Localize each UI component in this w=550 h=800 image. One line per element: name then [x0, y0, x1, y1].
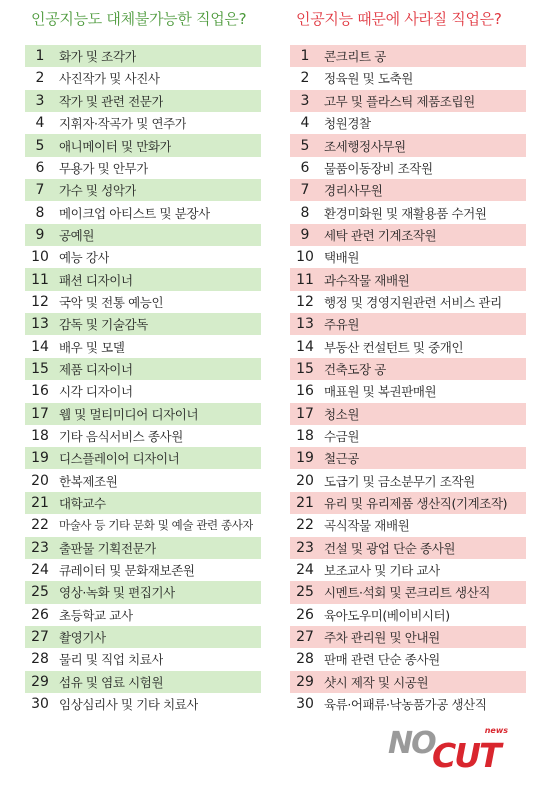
rank-number: 6: [35, 159, 45, 176]
job-label: 예능 강사: [59, 250, 110, 266]
list-item: [290, 380, 526, 402]
job-label: 청원경찰: [324, 116, 371, 132]
job-label: 초등학교 교사: [59, 607, 133, 623]
list-item: [290, 45, 526, 67]
list-item: [290, 157, 526, 179]
rank-number: 4: [35, 115, 45, 132]
list-item: [290, 604, 526, 626]
list-item: [25, 112, 261, 134]
list-item: [25, 537, 261, 559]
list-item: [25, 514, 261, 536]
job-label: 웹 및 멀티미디어 디자이너: [59, 406, 199, 422]
rank-number: 22: [296, 517, 314, 534]
rank-number: 29: [31, 673, 49, 690]
job-label: 애니메이터 및 만화가: [59, 138, 172, 154]
job-label: 시각 디자이너: [59, 384, 133, 400]
job-label: 물리 및 직업 치료사: [59, 652, 164, 668]
list-item: [290, 246, 526, 268]
rank-number: 9: [300, 226, 310, 243]
list-item: [25, 425, 261, 447]
logo-cut: CUT: [432, 736, 500, 775]
job-label: 세탁 관련 기계조작원: [324, 227, 437, 243]
job-label: 건축도장 공: [324, 361, 386, 377]
rank-number: 2: [300, 70, 310, 87]
rank-number: 21: [31, 495, 49, 512]
job-label: 메이크업 아티스트 및 분장사: [59, 205, 210, 221]
job-label: 감독 및 기술감독: [59, 317, 148, 333]
rank-number: 12: [296, 293, 314, 310]
list-item: [290, 537, 526, 559]
list-item: [25, 157, 261, 179]
rank-number: 12: [31, 293, 49, 310]
job-label: 샷시 제작 및 시공원: [324, 674, 429, 690]
rank-number: 19: [31, 450, 49, 467]
job-label: 가수 및 성악가: [59, 183, 137, 199]
disappearing-jobs-title: 인공지능 때문에 사라질 직업은?: [296, 10, 502, 28]
list-item: [290, 425, 526, 447]
rank-number: 11: [296, 271, 314, 288]
rank-number: 15: [31, 360, 49, 377]
rank-number: 1: [35, 48, 45, 65]
rank-number: 20: [296, 472, 314, 489]
rank-number: 9: [35, 226, 45, 243]
list-item: [290, 693, 526, 715]
rank-number: 29: [296, 673, 314, 690]
job-label: 화가 및 조각가: [59, 49, 137, 65]
list-item: [290, 313, 526, 335]
rank-number: 7: [35, 182, 45, 199]
rank-number: 15: [296, 360, 314, 377]
rank-number: 25: [31, 584, 49, 601]
job-label: 주유원: [324, 317, 360, 333]
job-label: 보조교사 및 기타 교사: [324, 563, 440, 579]
job-label: 고무 및 플라스틱 제품조립원: [324, 93, 475, 109]
list-item: [290, 67, 526, 89]
list-item: [290, 470, 526, 492]
rank-number: 19: [296, 450, 314, 467]
list-item: [25, 604, 261, 626]
job-label: 정육원 및 도축원: [324, 71, 413, 87]
list-item: [25, 201, 261, 223]
disappearing-jobs-list: [290, 45, 526, 715]
list-item: [290, 447, 526, 469]
rank-number: 16: [31, 383, 49, 400]
list-item: [290, 559, 526, 581]
list-item: [25, 291, 261, 313]
rank-number: 13: [296, 316, 314, 333]
rank-number: 30: [31, 696, 49, 713]
rank-number: 4: [300, 115, 310, 132]
list-item: [290, 90, 526, 112]
job-label: 부동산 컨설턴트 및 중개인: [324, 339, 464, 355]
list-item: [290, 335, 526, 357]
list-item: [290, 268, 526, 290]
job-label: 대학교수: [59, 496, 106, 512]
rank-number: 7: [300, 182, 310, 199]
list-item: [290, 112, 526, 134]
rank-number: 24: [31, 562, 49, 579]
job-label: 육아도우미(베이비시터): [324, 607, 450, 623]
job-label: 철근공: [324, 451, 360, 467]
rank-number: 8: [35, 204, 45, 221]
nocut-news-logo: [388, 726, 508, 775]
rank-number: 25: [296, 584, 314, 601]
list-item: [25, 671, 261, 693]
rank-number: 23: [31, 539, 49, 556]
list-item: [290, 403, 526, 425]
list-item: [290, 358, 526, 380]
rank-number: 21: [296, 495, 314, 512]
list-item: [290, 492, 526, 514]
job-label: 청소원: [324, 406, 360, 422]
list-item: [290, 134, 526, 156]
list-item: [25, 358, 261, 380]
list-item: [25, 134, 261, 156]
rank-number: 30: [296, 696, 314, 713]
job-label: 조세행정사무원: [324, 138, 406, 154]
job-label: 과수작물 재배원: [324, 272, 410, 288]
list-item: [25, 447, 261, 469]
list-item: [290, 648, 526, 670]
rank-number: 18: [296, 427, 314, 444]
job-label: 육류·어패류·낙농품가공 생산직: [324, 697, 487, 713]
job-label: 행정 및 경영지원관련 서비스 관리: [324, 294, 502, 310]
rank-number: 10: [296, 249, 314, 266]
irreplaceable-jobs-column: [25, 8, 269, 713]
list-item: [25, 67, 261, 89]
list-item: [290, 514, 526, 536]
job-label: 큐레이터 및 문화재보존원: [59, 563, 195, 579]
list-item: [290, 671, 526, 693]
job-label: 판매 관련 단순 종사원: [324, 652, 440, 668]
job-label: 패션 디자이너: [59, 272, 133, 288]
job-label: 유리 및 유리제품 생산직(기계조작): [324, 496, 508, 512]
job-label: 공예원: [59, 227, 95, 243]
job-label: 마술사 등 기타 문화 및 예술 관련 종사자: [59, 518, 254, 533]
list-item: [290, 291, 526, 313]
job-label: 택배원: [324, 250, 360, 266]
irreplaceable-jobs-list: [25, 45, 261, 715]
rank-number: 26: [296, 606, 314, 623]
rank-number: 16: [296, 383, 314, 400]
job-label: 경리사무원: [324, 183, 383, 199]
rank-number: 18: [31, 427, 49, 444]
job-label: 섬유 및 염료 시험원: [59, 674, 164, 690]
job-label: 디스플레이어 디자이너: [59, 451, 180, 467]
list-item: [290, 626, 526, 648]
list-item: [25, 246, 261, 268]
job-label: 곡식작물 재배원: [324, 518, 410, 534]
list-item: [25, 626, 261, 648]
logo-news: news: [484, 726, 508, 735]
job-label: 영상·녹화 및 편집기사: [59, 585, 175, 601]
list-item: [290, 179, 526, 201]
rank-number: 20: [31, 472, 49, 489]
list-item: [25, 470, 261, 492]
rank-number: 13: [31, 316, 49, 333]
job-label: 환경미화원 및 재활용품 수거원: [324, 205, 487, 221]
job-label: 출판물 기획전문가: [59, 540, 156, 556]
job-label: 작가 및 관련 전문가: [59, 93, 164, 109]
job-label: 콘크리트 공: [324, 49, 386, 65]
rank-number: 24: [296, 562, 314, 579]
job-label: 무용가 및 안무가: [59, 160, 148, 176]
list-item: [25, 559, 261, 581]
rank-number: 28: [31, 651, 49, 668]
list-item: [25, 268, 261, 290]
job-label: 건설 및 광업 단순 종사원: [324, 540, 456, 556]
rank-number: 14: [31, 338, 49, 355]
job-label: 기타 음식서비스 종사원: [59, 428, 183, 444]
rank-number: 14: [296, 338, 314, 355]
rank-number: 11: [31, 271, 49, 288]
job-label: 매표원 및 복권판매원: [324, 384, 437, 400]
rank-number: 3: [300, 92, 310, 109]
job-label: 도급기 및 금소분무기 조작원: [324, 473, 475, 489]
rank-number: 5: [35, 137, 45, 154]
list-item: [25, 403, 261, 425]
rank-number: 27: [296, 629, 314, 646]
list-item: [290, 201, 526, 223]
list-item: [290, 224, 526, 246]
list-item: [25, 90, 261, 112]
list-item: [25, 492, 261, 514]
list-item: [290, 581, 526, 603]
job-label: 수금원: [324, 428, 360, 444]
rank-number: 17: [31, 405, 49, 422]
job-label: 한복제조원: [59, 473, 118, 489]
rank-number: 27: [31, 629, 49, 646]
rank-number: 22: [31, 517, 49, 534]
irreplaceable-jobs-title: 인공지능도 대체불가능한 직업은?: [31, 10, 247, 28]
rank-number: 28: [296, 651, 314, 668]
list-item: [25, 313, 261, 335]
rank-number: 23: [296, 539, 314, 556]
job-label: 촬영기사: [59, 630, 106, 646]
list-item: [25, 380, 261, 402]
job-label: 배우 및 모델: [59, 339, 125, 355]
list-item: [25, 581, 261, 603]
job-label: 제품 디자이너: [59, 361, 133, 377]
rank-number: 6: [300, 159, 310, 176]
list-item: [25, 179, 261, 201]
job-label: 시멘트·석회 및 콘크리트 생산직: [324, 585, 491, 601]
job-label: 지휘자·작곡가 및 연주가: [59, 116, 187, 132]
job-label: 주차 관리원 및 안내원: [324, 630, 440, 646]
rank-number: 5: [300, 137, 310, 154]
job-label: 물품이동장비 조작원: [324, 160, 433, 176]
rank-number: 8: [300, 204, 310, 221]
list-item: [25, 45, 261, 67]
job-label: 임상심리사 및 기타 치료사: [59, 697, 199, 713]
logo-no: NO: [388, 726, 435, 761]
rank-number: 1: [300, 48, 310, 65]
rank-number: 26: [31, 606, 49, 623]
list-item: [25, 335, 261, 357]
rank-number: 3: [35, 92, 45, 109]
job-label: 사진작가 및 사진사: [59, 71, 160, 87]
list-item: [25, 693, 261, 715]
rank-number: 17: [296, 405, 314, 422]
list-item: [25, 648, 261, 670]
disappearing-jobs-column: [290, 8, 534, 713]
job-label: 국악 및 전통 예능인: [59, 294, 164, 310]
rank-number: 10: [31, 249, 49, 266]
rank-number: 2: [35, 70, 45, 87]
list-item: [25, 224, 261, 246]
